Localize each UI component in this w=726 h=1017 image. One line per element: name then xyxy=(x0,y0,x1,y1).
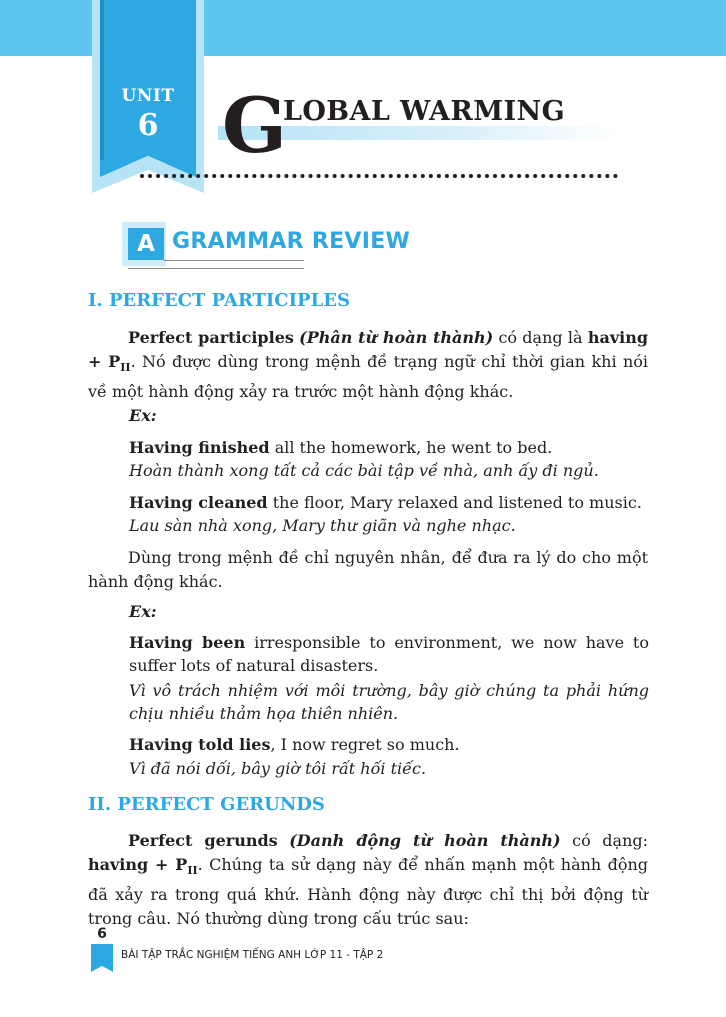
example-text: all the homework, he went to bed. xyxy=(269,438,553,457)
example-text: the floor, Mary relaxed and listened to music. xyxy=(267,493,642,512)
example-bold: Having finished xyxy=(129,438,270,457)
book-title: BÀI TẬP TRẮC NGHIỆM TIẾNG ANH LỚP 11 - TẬP 2 xyxy=(121,949,384,961)
dotted-divider xyxy=(140,174,618,178)
page-number: 6 xyxy=(97,926,107,942)
example-translation: Lau sàn nhà xong, Mary thư giãn và nghe nhạc. xyxy=(129,516,516,535)
term-translation: (Phân từ hoàn thành) xyxy=(299,328,494,347)
example-translation: Hoàn thành xong tất cả các bài tập về nhà, anh ấy đi ngủ. xyxy=(129,461,599,480)
part1-heading: I. PERFECT PARTICIPLES xyxy=(88,290,350,311)
section-title: GRAMMAR REVIEW xyxy=(172,229,411,254)
bookmark-icon xyxy=(91,944,113,972)
unit-label: UNIT xyxy=(121,86,175,106)
example-label: Ex: xyxy=(129,406,157,425)
example-text: , I now regret so much. xyxy=(270,735,460,754)
example-bold: Having told lies xyxy=(129,735,271,754)
intro-text: . Nó được dùng trong mệnh đề trạng ngữ chỉ thời gian khi nói về một hành động xảy ra trước một hành động khác. xyxy=(88,352,648,401)
para-text: Dùng trong mệnh đề chỉ nguyên nhân, để đưa ra lý do cho một hành động khác. xyxy=(88,548,648,591)
example xyxy=(129,631,649,677)
example-bold: Having been xyxy=(129,633,246,652)
example xyxy=(129,733,649,756)
formula: having + P xyxy=(88,855,188,874)
term-translation: (Danh động từ hoàn thành) xyxy=(289,831,561,850)
section-letter: A xyxy=(128,228,164,260)
unit-title: LOBAL WARMING xyxy=(283,96,566,127)
formula: having + P xyxy=(88,328,649,371)
part1-para2 xyxy=(88,546,648,594)
formula-subscript: II xyxy=(187,864,198,877)
section-underline xyxy=(164,260,304,261)
intro-text: có dạng: xyxy=(560,831,649,850)
intro-text: . Chúng ta sử dạng này để nhấn mạnh một hành động đã xảy ra trong quá khứ. Hành động này được chỉ thị bởi động từ trong câu. Nó thường dùng trong cấu trúc sau: xyxy=(88,855,648,928)
example xyxy=(129,436,649,459)
example xyxy=(129,491,649,514)
part2-intro xyxy=(88,829,648,931)
term: Perfect gerunds xyxy=(128,831,278,850)
term: Perfect participles xyxy=(128,328,294,347)
example-label: Ex: xyxy=(129,602,157,621)
section-underline xyxy=(128,268,304,269)
example-translation: Vì vô trách nhiệm với môi trường, bây giờ chúng ta phải hứng chịu nhiều thảm họa thiên nhiên. xyxy=(129,681,649,723)
example-translation: Vì đã nói dối, bây giờ tôi rất hối tiếc. xyxy=(129,759,427,778)
example-text: irresponsible to environment, we now have to suffer lots of natural disasters. xyxy=(129,633,649,675)
part2-heading: II. PERFECT GERUNDS xyxy=(88,794,325,815)
unit-number: 6 xyxy=(137,108,159,143)
title-initial: G xyxy=(222,81,287,170)
example-bold: Having cleaned xyxy=(129,493,268,512)
formula-subscript: II xyxy=(120,361,131,374)
intro-text: có dạng là xyxy=(493,328,588,347)
part1-intro xyxy=(88,326,648,404)
